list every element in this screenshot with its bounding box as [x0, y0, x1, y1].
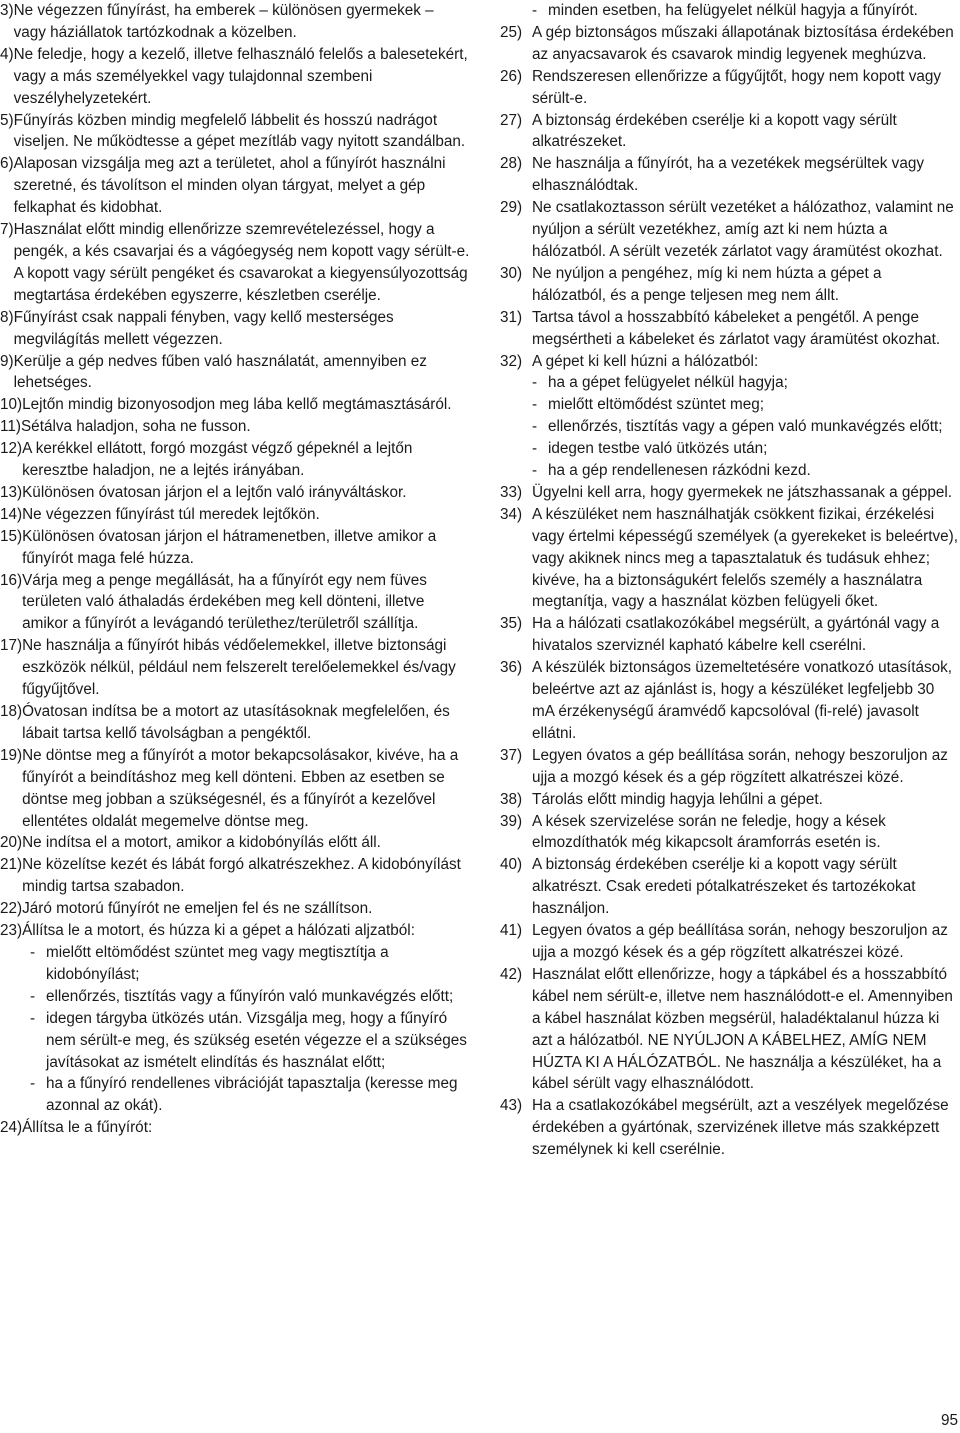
item-number: 21) [0, 856, 23, 874]
item-text: Tárolás előtt mindig hagyja lehűlni a gépet. [532, 790, 823, 808]
sub-item-text: mielőtt eltömődést szüntet meg vagy megtisztítja a kidobónyílást; [46, 943, 389, 983]
instruction-item [500, 153, 958, 197]
instruction-item [500, 964, 958, 1095]
item-number: 27) [500, 111, 523, 129]
item-text: Használat előtt mindig ellenőrizze szemrevételezéssel, hogy a pengék, a kés csavarjai és a vágóegység nem kopott vagy sérült-e. A kopott vagy sérült pengéket és csavarokat a kiegyensúlyozottság megtartása érdekében egyszerre, készletben cserélje. [13, 221, 470, 304]
item-text: Ne használja a fűnyírót hibás védőelemekkel, illetve biztonsági eszközök nélkül, például nem felszerelt terelőelemekkel és/vagy fűgyűjtővel. [22, 637, 456, 699]
dash-bullet: - [30, 1075, 36, 1093]
item-number: 26) [500, 67, 523, 85]
sub-item [532, 460, 958, 482]
instruction-item [500, 657, 958, 745]
instruction-item [500, 307, 958, 351]
instruction-item [500, 854, 958, 920]
item-text: A készüléket nem használhatják csökkent fizikai, érzékelési vagy értelmi képességű személyek (a gyerekeket is beleértve), vagy akiknek nincs meg a tapasztalatuk és tudásuk ehhez; kivéve, ha a biztonságukért felelős személy a használatra megtanítja, vagy a használat közben felügyeli őket. [532, 505, 958, 611]
item-number: 25) [500, 23, 523, 41]
item-text: Rendszeresen ellenőrizze a fűgyűjtőt, hogy nem kopott vagy sérült-e. [532, 67, 942, 107]
instruction-item [500, 745, 958, 789]
sub-item [30, 1008, 470, 1074]
item-text: Különösen óvatosan járjon el hátramenetben, illetve amikor a fűnyírót maga felé húzza. [22, 527, 437, 567]
item-text: Óvatosan indítsa be a motort az utasításoknak megfelelően, és lábait tartsa kellő távolságban a pengéktől. [22, 703, 450, 742]
sub-item [532, 416, 958, 438]
instruction-item [0, 394, 470, 416]
instruction-item [0, 416, 470, 438]
item-text: Fűnyírás közben mindig megfelelő lábbelit és hosszú nadrágot viseljen. Ne működtesse a gépet mezítláb vagy nyitott szandálban. [13, 111, 466, 151]
instruction-item [0, 745, 470, 833]
item-text: A gépet ki kell húzni a hálózatból: [532, 352, 759, 370]
instruction-item [0, 570, 470, 636]
sub-item [532, 0, 958, 22]
instruction-item [500, 1095, 958, 1161]
item-number: 9) [0, 352, 14, 370]
item-text: Különösen óvatosan járjon el a lejtőn való irányváltáskor. [22, 483, 407, 501]
item-text: Fűnyírást csak nappali fényben, vagy kellő mesterséges megvilágítás mellett végezzen. [13, 308, 394, 348]
instruction-item [0, 526, 470, 570]
item-number: 7) [0, 221, 14, 239]
item-number: 17) [0, 637, 23, 655]
instruction-item [0, 44, 470, 110]
dash-bullet: - [30, 987, 36, 1005]
item-number: 14) [0, 505, 23, 523]
item-number: 39) [500, 812, 523, 830]
item-number: 23) [0, 922, 23, 940]
dash-bullet: - [30, 943, 36, 961]
instruction-item [500, 482, 958, 504]
item-text: Legyen óvatos a gép beállítása során, nehogy beszoruljon az ujja a mozgó kések és a gép rögzített alkatrészei közé. [532, 922, 948, 961]
item-number: 16) [0, 571, 23, 589]
instruction-item [0, 307, 470, 351]
instruction-item [500, 66, 958, 110]
item-number: 3) [0, 2, 14, 19]
item-text: Ne döntse meg a fűnyírót a motor bekapcsolásakor, kivéve, ha a fűnyírót a beindításhoz meg kell dönteni. Ebben az esetben se döntse meg jobban a szükségesnél, és a fűnyírót a kezelővel ellentétes oldalát megemelve döntse meg. [22, 746, 459, 830]
sub-item-text: ha a gépet felügyelet nélkül hagyja; [548, 374, 788, 392]
item-number: 41) [500, 922, 523, 940]
instruction-item [500, 789, 958, 811]
item-text: Ne indítsa el a motort, amikor a kidobónyílás előtt áll. [22, 834, 381, 852]
instruction-item [0, 219, 470, 307]
item-number: 30) [500, 264, 523, 282]
item-text: Sétálva haladjon, soha ne fusson. [20, 418, 251, 436]
dash-bullet: - [532, 440, 538, 458]
dash-bullet: - [532, 2, 538, 19]
instruction-item [0, 1117, 470, 1139]
item-number: 5) [0, 111, 14, 129]
item-text: Ne használja a fűnyírót, ha a vezetékek megsérültek vagy elhasználódtak. [532, 155, 924, 195]
item-number: 13) [0, 483, 23, 501]
instruction-item [0, 854, 470, 898]
item-number: 11) [0, 418, 21, 436]
item-text: Ha a csatlakozókábel megsérült, azt a veszélyek megelőzése érdekében a gyártónak, szervizének illetve más szakképzett személynek ki kell cserélnie. [532, 1097, 949, 1159]
instruction-item [0, 635, 470, 701]
instruction-item [500, 22, 958, 66]
item-text: Ügyelni kell arra, hogy gyermekek ne játszhassanak a géppel. [532, 483, 953, 501]
item-text: Járó motorú fűnyírót ne emeljen fel és ne szállítson. [22, 900, 373, 918]
sub-item-text: ellenőrzés, tisztítás vagy a gépen való munkavégzés előtt; [548, 418, 943, 436]
item-number: 12) [0, 440, 23, 458]
instruction-item [0, 153, 470, 219]
sub-item-text: ha a gép rendellenesen rázkódni kezd. [548, 462, 811, 480]
sub-item-text: ellenőrzés, tisztítás vagy a fűnyírón való munkavégzés előtt; [46, 987, 454, 1005]
item-text: Ha a hálózati csatlakozókábel megsérült, a gyártónál vagy a hivatalos szerviznél kapható kábelre kell cserélni. [532, 615, 940, 655]
item-number: 32) [500, 352, 523, 370]
instruction-item [500, 504, 958, 614]
dash-bullet: - [532, 418, 538, 436]
instruction-item [0, 832, 470, 854]
instruction-item [0, 920, 470, 942]
sub-item [30, 942, 470, 986]
item-text: Tartsa távol a hosszabbító kábeleket a pengétől. A penge megsértheti a kábeleket és zárlatot vagy áramütést okozhat. [532, 308, 941, 348]
item-text: Kerülje a gép nedves fűben való használatát, amennyiben ez lehetséges. [13, 352, 427, 392]
item-number: 34) [500, 505, 523, 523]
item-number: 38) [500, 790, 523, 808]
sub-item [532, 438, 958, 460]
item-number: 31) [500, 308, 523, 326]
item-number: 15) [0, 527, 23, 545]
item-text: Használat előtt ellenőrizze, hogy a tápkábel és a hosszabbító kábel nem sérült-e, illetve nem használódott-e el. Amennyiben a kábel használat közben megsérül, haladéktalanul húzza ki azt a hálózatból. NE NYÚLJON A KÁBELHEZ, AMÍG NEM HÚZTA KI A HÁLÓZATBÓL. Ne használja a készüléket, ha a kábel sérült vagy elhasználódott. [532, 965, 953, 1093]
item-number: 24) [0, 1119, 23, 1137]
instruction-item [500, 920, 958, 964]
instruction-item [0, 110, 470, 154]
instruction-item [0, 438, 470, 482]
dash-bullet: - [532, 462, 538, 480]
instruction-item [0, 351, 470, 395]
sub-item-text: idegen testbe való ütközés után; [548, 440, 768, 458]
page-number: 95 [940, 1412, 958, 1429]
item-number: 29) [500, 199, 523, 217]
item-text: A gép biztonságos műszaki állapotának biztosítása érdekében az anyacsavarok és csavarok mindig legyenek meghúzva. [532, 23, 954, 63]
item-number: 19) [0, 746, 23, 764]
instruction-item [500, 197, 958, 263]
instruction-item [0, 0, 470, 44]
item-text: Ne végezzen fűnyírást, ha emberek – különösen gyermekek – vagy háziállatok tartózkodnak a közelben. [13, 2, 434, 41]
dash-bullet: - [532, 396, 538, 414]
item-text: Ne végezzen fűnyírást túl meredek lejtőkön. [22, 505, 320, 523]
item-text: Alaposan vizsgálja meg azt a területet, ahol a fűnyírót használni szeretné, és távolítson el minden olyan tárgyat, melyet a gép felkaphat és kidobhat. [13, 155, 446, 217]
item-number: 42) [500, 965, 523, 983]
item-number: 33) [500, 483, 523, 501]
item-text: Várja meg a penge megállását, ha a fűnyírót egy nem füves területen való áthaladás érdekében meg kell dönteni, illetve amikor a fűnyírót a levágandó területhez/területről szállítja. [22, 571, 427, 633]
instruction-item [500, 811, 958, 855]
item-number: 6) [0, 155, 14, 173]
item-text: A kerékkel ellátott, forgó mozgást végző gépeknél a lejtőn keresztbe haladjon, ne a lejtés irányában. [22, 440, 413, 480]
item-text: Ne feledje, hogy a kezelő, illetve felhasználó felelős a balesetekért, vagy a más személyekkel vagy tulajdonnal szembeni veszélyhelyzetekért. [13, 45, 468, 107]
item-number: 18) [0, 703, 23, 720]
item-number: 20) [0, 834, 23, 852]
item-number: 35) [500, 615, 523, 633]
sub-item [30, 1073, 470, 1117]
dash-bullet: - [532, 374, 538, 392]
item-text: A kések szervizelése során ne feledje, hogy a kések elmozdíthatók még kikapcsolt áramforrás esetén is. [532, 812, 886, 852]
sub-item-text: mielőtt eltömődést szüntet meg; [548, 396, 764, 414]
item-number: 36) [500, 659, 523, 677]
instruction-item [0, 701, 470, 745]
sub-item-text: ha a fűnyíró rendellenes vibrációját tapasztalja (keresse meg azonnal az okát). [46, 1075, 458, 1115]
item-text: A biztonság érdekében cserélje ki a kopott vagy sérült alkatrészeket. [532, 111, 897, 151]
right-column [500, 0, 958, 1161]
sub-item [532, 394, 958, 416]
item-number: 40) [500, 856, 523, 874]
instruction-item [500, 351, 958, 373]
item-text: Lejtőn mindig bizonyosodjon meg lába kellő megtámasztásáról. [22, 396, 452, 414]
item-text: Állítsa le a fűnyírót: [22, 1119, 153, 1137]
item-text: A készülék biztonságos üzemeltetésére vonatkozó utasítások, beleértve azt az ajánlást is, hogy a készüléket legfeljebb 30 mA érzékenységű áramvédő kapcsolóval (fi-relé) javasolt ellátni. [532, 659, 953, 742]
item-text: Legyen óvatos a gép beállítása során, nehogy beszoruljon az ujja a mozgó kések és a gép rögzített alkatrészei közé. [532, 746, 948, 786]
instruction-item [500, 263, 958, 307]
instruction-item [500, 110, 958, 154]
item-text: Ne közelítse kezét és lábát forgó alkatrészekhez. A kidobónyílást mindig tartsa szabadon. [22, 856, 461, 896]
sub-item-text: idegen tárgyba ütközés után. Vizsgálja meg, hogy a fűnyíró nem sérült-e meg, és szükség esetén végezze el a szükséges javításokat az ismételt elindítás és használat előtt; [46, 1009, 467, 1071]
left-column [0, 0, 470, 1139]
sub-item [532, 372, 958, 394]
sub-item-text: minden esetben, ha felügyelet nélkül hagyja a fűnyírót. [548, 2, 918, 19]
item-number: 43) [500, 1097, 523, 1115]
sub-item [30, 986, 470, 1008]
instruction-item [500, 613, 958, 657]
instruction-item [0, 898, 470, 920]
instruction-item [0, 482, 470, 504]
item-text: Ne nyúljon a pengéhez, míg ki nem húzta a gépet a hálózatból, és a penge teljesen meg nem állt. [532, 264, 882, 304]
item-number: 4) [0, 45, 14, 63]
item-text: Ne csatlakoztasson sérült vezetéket a hálózathoz, valamint ne nyúljon a sérült vezetékhez, amíg azt ki nem húzta a hálózatból. A sérült vezeték zárlatot vagy áramütést okozhat. [532, 199, 954, 260]
item-number: 8) [0, 308, 14, 326]
instruction-item [0, 504, 470, 526]
item-number: 22) [0, 900, 23, 918]
item-number: 37) [500, 746, 523, 764]
item-number: 10) [0, 396, 23, 414]
dash-bullet: - [30, 1009, 36, 1027]
item-number: 28) [500, 155, 523, 173]
item-text: Állítsa le a motort, és húzza ki a gépet a hálózati aljzatból: [22, 922, 415, 940]
item-text: A biztonság érdekében cserélje ki a kopott vagy sérült alkatrészt. Csak eredeti pótalkatrészeket és tartozékokat használjon. [532, 856, 916, 918]
